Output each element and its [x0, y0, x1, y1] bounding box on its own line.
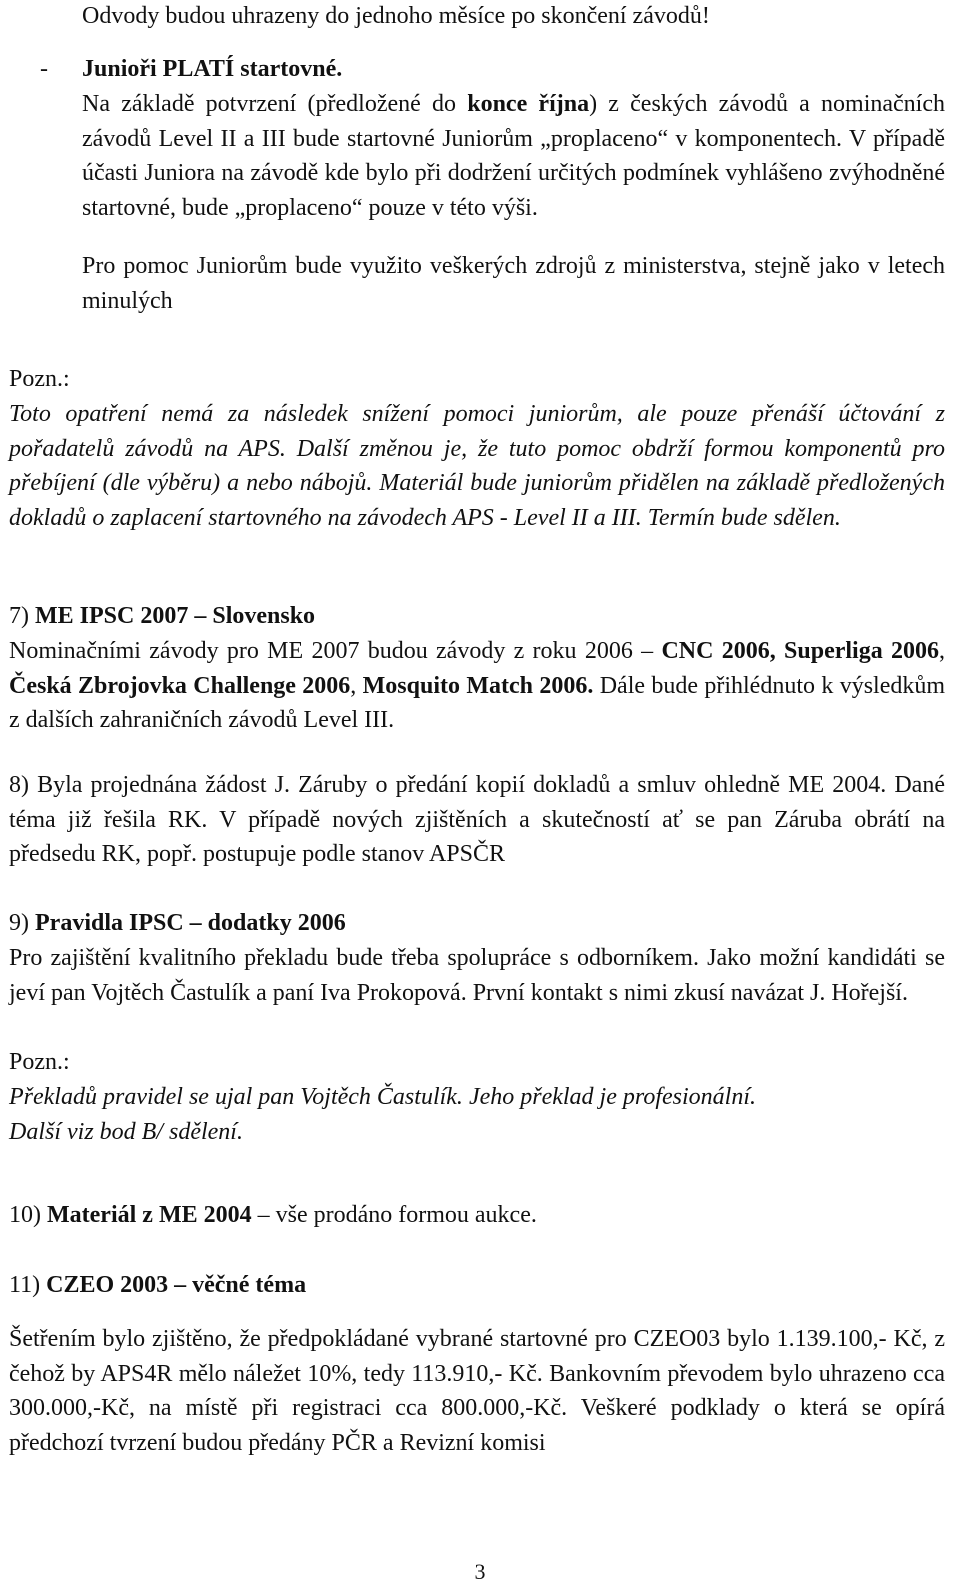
section-7-event-cnc: CNC 2006,: [661, 638, 776, 664]
section-11-text-c: Veškeré podklady o která se opírá předchozí tvrzení budou předány PČR a Revizní komisi: [9, 1395, 945, 1456]
section-11-text-b: Bankovním převodem bylo uhrazeno cca 300.000,-Kč, na místě při registraci cca 800.000,-Kč.: [9, 1360, 945, 1422]
juniors-refund-text-a: Na základě potvrzení (předložené do: [82, 91, 468, 117]
section-10-text: – vše prodáno formou aukce.: [251, 1202, 537, 1228]
section-10-title: Materiál z ME 2004: [47, 1202, 252, 1228]
section-9-text-b: Jako možní kandidáti se jeví pan Vojtěch Častulík a paní Iva Prokopová.: [9, 945, 946, 1006]
section-9-heading: [9, 906, 945, 941]
section-9-title: Pravidla IPSC – dodatky 2006: [35, 910, 346, 936]
bullet-text: -: [40, 56, 48, 82]
section-9-text-c: První kontakt s nimi zkusí navázat J. Hořejší.: [466, 979, 908, 1006]
note1-text-b: Další změnou je, že tuto pomoc obdrží formou komponentů pro přebíjení (dle výběru) a nebo nábojů.: [9, 435, 945, 497]
note2-label: [9, 1045, 945, 1080]
juniors-support-text: Pro pomoc Juniorům bude využito veškerých zdrojů z ministerstva, stejně jako v letech minulých: [82, 253, 945, 314]
note2-line-2: [9, 1115, 945, 1150]
section-8-text-a: 8) Byla projednána žádost J. Záruby o předání kopií dokladů a smluv ohledně ME 2004.: [9, 772, 887, 798]
section-7-event-mosquito: Mosquito Match 2006.: [362, 672, 594, 699]
section-9-text-a: Pro zajištění kvalitního překladu bude třeba spolupráce s odborníkem.: [9, 945, 699, 971]
section-8-text-b: Dané téma již řešila RK.: [9, 772, 945, 833]
section-7-text-c: Dále bude přihlédnuto k výsledkům z dalších zahraničních závodů Level III.: [9, 672, 946, 734]
note2-text-c: Další viz bod B/ sdělení.: [9, 1119, 243, 1145]
page-number: 3: [474, 1559, 486, 1584]
section-11-heading: [9, 1268, 945, 1303]
section-7-paragraph: Nominačními závody pro ME 2007 budou závody z roku 2006 – CNC 2006, Superliga 2006, Česká Zbrojovka Challenge 2006, Mosquito Match 2006. Dále bude přihlédnuto k výsledkům z dalších zahraničních závodů Level III.: [9, 638, 946, 734]
note2-line-1: [9, 1080, 945, 1115]
paragraph-payment-deadline: [82, 0, 945, 34]
section-7-title: ME IPSC 2007 – Slovensko: [35, 603, 316, 629]
section-7-number: 7): [9, 603, 35, 629]
juniors-heading: [82, 52, 342, 87]
section-11-text-a: Šetřením bylo zjištěno, že předpokládané vybrané startovné pro CZEO03 bylo 1.139.100,- Kč, z čehož by APS4R mělo náležet 10%, tedy 113.910,- Kč.: [9, 1326, 945, 1387]
section-7-text-a: Nominačními závody pro ME 2007 budou závody z roku 2006 –: [9, 638, 662, 664]
juniors-heading-text: Junioři PLATÍ startovné.: [82, 56, 343, 82]
juniors-refund-text-b: ) z českých závodů a nominačních závodů Level II a III bude startovné Juniorům „proplaceno“ v komponentech. V případě účasti Juniora na závodě kde bylo při dodržení určitých podmínek vyhlášeno zvýhodněné startovné, bude „proplaceno“ pouze v této výši.: [82, 91, 946, 221]
section-11-number: 11): [9, 1272, 47, 1298]
note1-text-d: Termín bude sdělen.: [641, 504, 841, 531]
section-8-paragraph: [9, 768, 945, 872]
note1-label-text: Pozn.:: [9, 366, 70, 392]
section-9-number: 9): [9, 910, 35, 936]
section-10-number: 10): [9, 1202, 47, 1228]
section-7-heading: [9, 599, 945, 634]
juniors-refund-deadline: konce října: [467, 91, 590, 117]
note1-text-c: Materiál bude juniorům přidělen na základě předložených dokladů o zaplacení startovného na závodech APS - Level II a III.: [9, 470, 945, 531]
section-8-text-d: postupuje podle stanov APSČR: [196, 841, 505, 868]
section-10-line: [9, 1198, 945, 1233]
section-11-paragraph: [9, 1322, 945, 1460]
note2-label-text: Pozn.:: [9, 1049, 70, 1075]
note2-text-a: Překladů pravidel se ujal pan Vojtěch Častulík.: [9, 1084, 463, 1110]
note2-text-b: Jeho překlad je profesionální.: [462, 1084, 756, 1110]
note1-label: [9, 362, 945, 397]
payment-deadline-text: Odvody budou uhrazeny do jednoho měsíce po skončení závodů!: [82, 3, 710, 29]
bullet-dash: [40, 52, 48, 87]
section-9-paragraph: [9, 941, 945, 1010]
section-7-event-superliga: Superliga 2006: [784, 638, 940, 664]
section-11-title: CZEO 2003 – věčné téma: [46, 1272, 307, 1298]
section-7-event-cz-challenge: Česká Zbrojovka Challenge 2006: [9, 672, 351, 699]
paragraph-juniors-support: [82, 249, 945, 318]
section-8-text-c: V případě nových zjištěních a skutečností ať se pan Záruba obrátí na předsedu RK, popř.: [9, 806, 945, 868]
note1-paragraph: [9, 397, 945, 535]
paragraph-juniors-refund: [82, 87, 945, 225]
note1-text-a: Toto opatření nemá za následek snížení pomoci juniorům, ale pouze přenáší účtování z pořadatelů závodů na APS.: [9, 401, 945, 462]
